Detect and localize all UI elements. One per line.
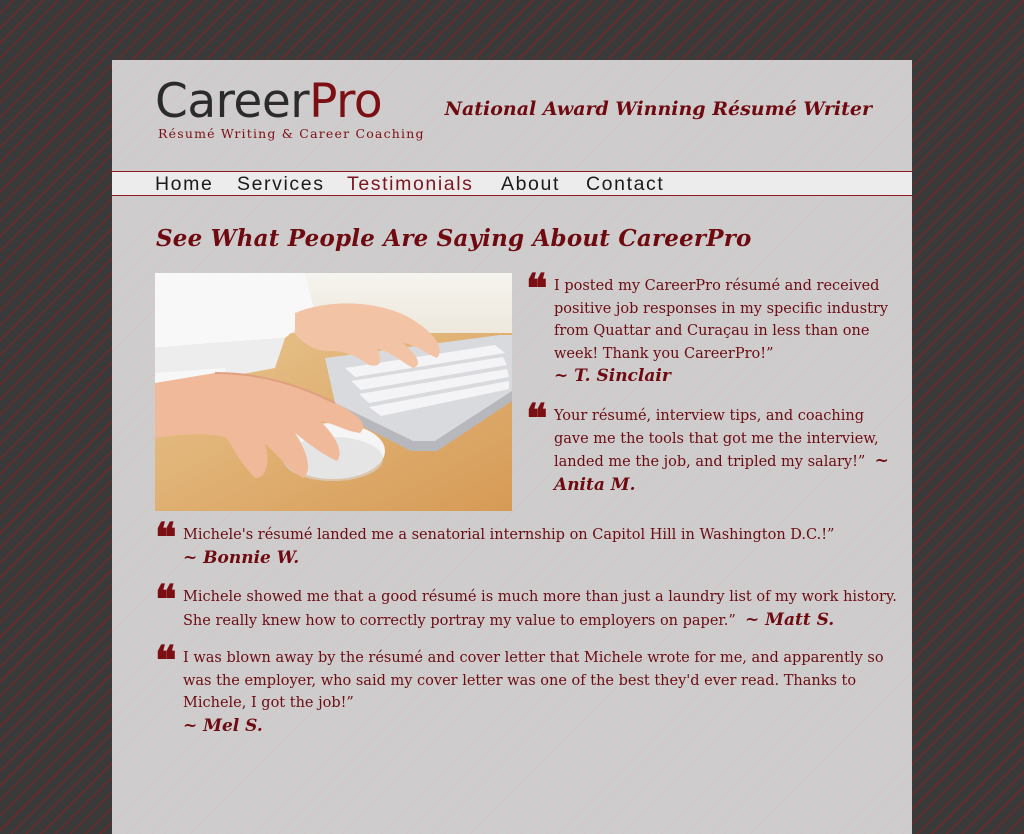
testimonial-text: Michele's résumé landed me a senatorial internship on Capitol Hill in Washington D.C.!” [183,527,835,543]
photo-illustration [155,273,512,511]
testimonial-1 [526,265,899,389]
testimonial-author: ~ Matt S. [745,609,835,630]
quote-mark-icon: ❝ [155,514,177,561]
logo-wordmark [155,74,425,130]
nav-services[interactable]: Services [237,173,325,195]
quote-mark-icon: ❝ [526,395,548,442]
testimonial-author: ~ Bonnie W. [183,547,300,568]
nav-about[interactable]: About [501,173,560,195]
testimonial-author: ~ T. Sinclair [554,366,671,386]
quote-mark-icon: ❝ [155,576,177,623]
quote-mark-icon: ❝ [526,265,548,312]
page-title: See What People Are Saying About CareerPro [156,225,752,252]
testimonial-author: ~ Anita M. [554,451,889,495]
logo-career: Career [155,74,310,129]
logo-tagline: Résumé Writing & Career Coaching [158,126,425,141]
header-tagline: National Award Winning Résumé Writer [444,98,872,120]
careerpro-logo[interactable] [155,74,425,141]
quote-mark-icon: ❝ [155,637,177,684]
testimonial-text: I posted my CareerPro résumé and received positive job responses in my specific industry from Quattar and Curaçau in less than one week! Thank you CareerPro!” [554,278,889,362]
logo-pro: Pro [309,74,383,129]
testimonial-3 [155,514,898,570]
testimonial-text: Michele showed me that a good résumé is much more than just a laundry list of my work history. She really knew how to correctly portray my value to employers on paper.” [183,589,897,629]
testimonial-text: Your résumé, interview tips, and coaching gave me the tools that got me the interview, landed me the job, and tripled my salary!” [554,408,879,470]
testimonial-author: ~ Mel S. [183,715,263,736]
nav-home[interactable]: Home [155,173,214,195]
nav-testimonials[interactable]: Testimonials [347,173,474,195]
testimonial-4 [155,576,898,632]
testimonial-text: I was blown away by the résumé and cover letter that Michele wrote for me, and apparently so was the employer, who said my cover letter was one of the best they'd ever read. Thanks to Michele, I got the job!” [183,650,884,711]
page-panel [112,60,912,834]
nav-contact[interactable]: Contact [586,173,665,195]
testimonial-5 [155,637,898,738]
main-nav [112,171,912,196]
testimonial-2 [526,395,899,497]
hands-keyboard-mouse-photo [155,273,512,511]
